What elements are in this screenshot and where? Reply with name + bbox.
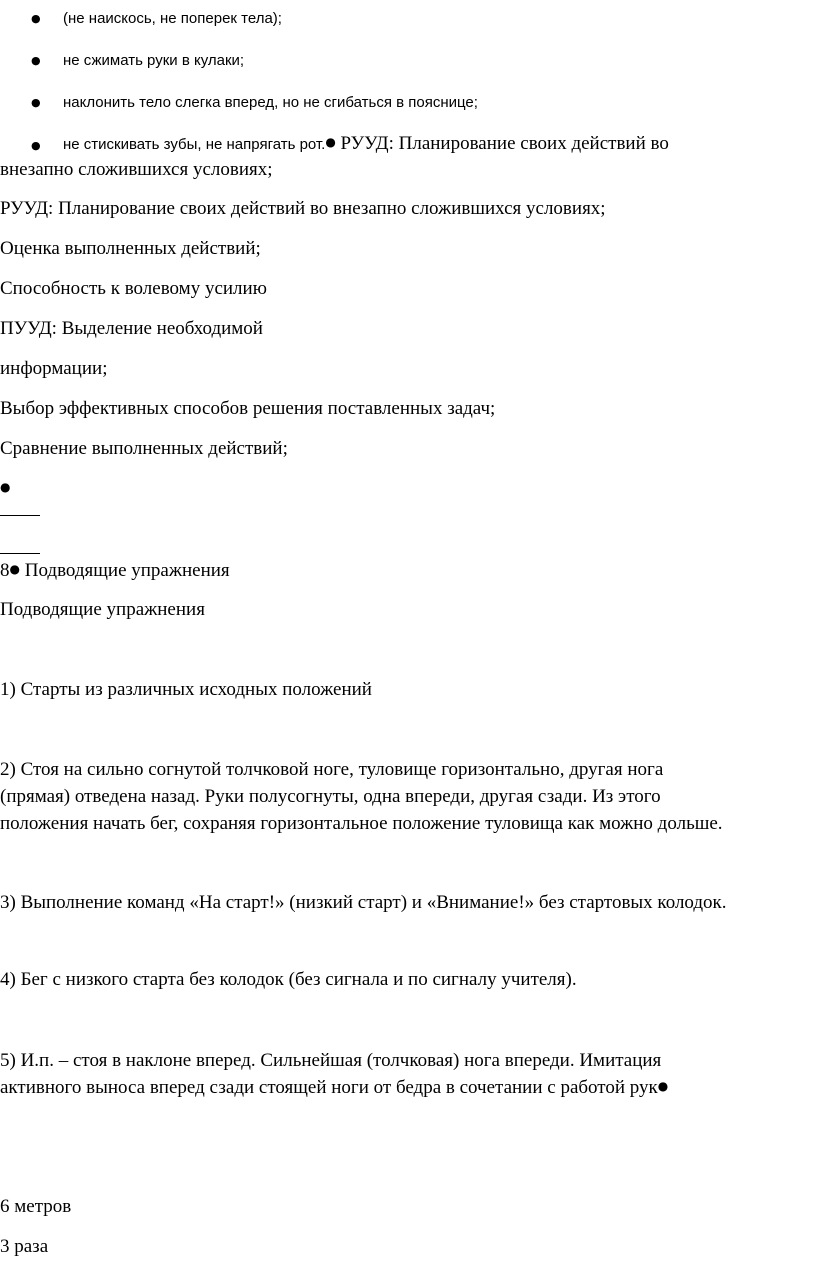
section-title: Подводящие упражнения xyxy=(24,560,230,581)
lone-bullet: ● xyxy=(0,480,11,494)
inline-bullet: ● xyxy=(657,1079,669,1093)
uud-ruud-line: РУУД: Планирование своих действий во внезапно сложившихся условиях; xyxy=(0,198,606,219)
blank-underline xyxy=(0,553,40,554)
uud-line: Сравнение выполненных действий; xyxy=(0,438,288,459)
section-number: 8 xyxy=(0,560,10,581)
exercise-5-line-2: активного выноса вперед сзади стоящей ноги от бедра в сочетании с работой рук xyxy=(0,1077,658,1098)
uud-line: Способность к волевому усилию xyxy=(0,278,267,299)
list-item: не стискивать зубы, не напрягать рот. xyxy=(63,136,326,153)
exercise-4: 4) Бег с низкого старта без колодок (без сигнала и по сигналу учителя). xyxy=(0,969,577,990)
list-item: (не наискось, не поперек тела); xyxy=(63,10,282,27)
list-bullet: ● xyxy=(31,54,41,67)
uud-line: Выбор эффективных способов решения поставленных задач; xyxy=(0,398,496,419)
section-heading: Подводящие упражнения xyxy=(0,599,205,620)
list-bullet: ● xyxy=(31,96,41,109)
exercise-3: 3) Выполнение команд «На старт!» (низкий старт) и «Внимание!» без стартовых колодок. xyxy=(0,892,727,913)
uud-puud-line: ПУУД: Выделение необходимой xyxy=(0,318,263,339)
dosage-distance: 6 метров xyxy=(0,1196,72,1217)
exercise-1: 1) Старты из различных исходных положений xyxy=(0,679,372,700)
ruud-inline-continuation: внезапно сложившихся условиях; xyxy=(0,159,273,180)
inline-bullet: ● xyxy=(9,562,20,576)
exercise-2-line-2: (прямая) отведена назад. Руки полусогнуты, одна впереди, другая сзади. Из этого xyxy=(0,786,661,807)
list-bullet: ● xyxy=(31,139,41,152)
uud-line: информации; xyxy=(0,358,108,379)
dosage-repeats: 3 раза xyxy=(0,1236,49,1257)
uud-line: Оценка выполненных действий; xyxy=(0,238,261,259)
ruud-inline-text: РУУД: Планирование своих действий во xyxy=(340,133,669,154)
exercise-5-line-1: 5) И.п. – стоя в наклоне вперед. Сильнейшая (толчковая) нога впереди. Имитация xyxy=(0,1050,662,1071)
list-item: наклонить тело слегка вперед, но не сгибаться в пояснице; xyxy=(63,94,478,111)
list-bullet: ● xyxy=(31,12,41,25)
list-item-with-inline-ruud xyxy=(63,134,669,153)
inline-bullet: ● xyxy=(325,135,336,149)
exercise-2-line-3: положения начать бег, сохраняя горизонтальное положение туловища как можно дольше. xyxy=(0,813,723,834)
list-item: не сжимать руки в кулаки; xyxy=(63,52,245,69)
blank-underline xyxy=(0,515,40,516)
exercise-5-line-2-wrap xyxy=(0,1078,668,1097)
exercise-2-line-1: 2) Стоя на сильно согнутой толчковой ноге, туловище горизонтально, другая нога xyxy=(0,759,664,780)
section-header xyxy=(0,561,230,580)
